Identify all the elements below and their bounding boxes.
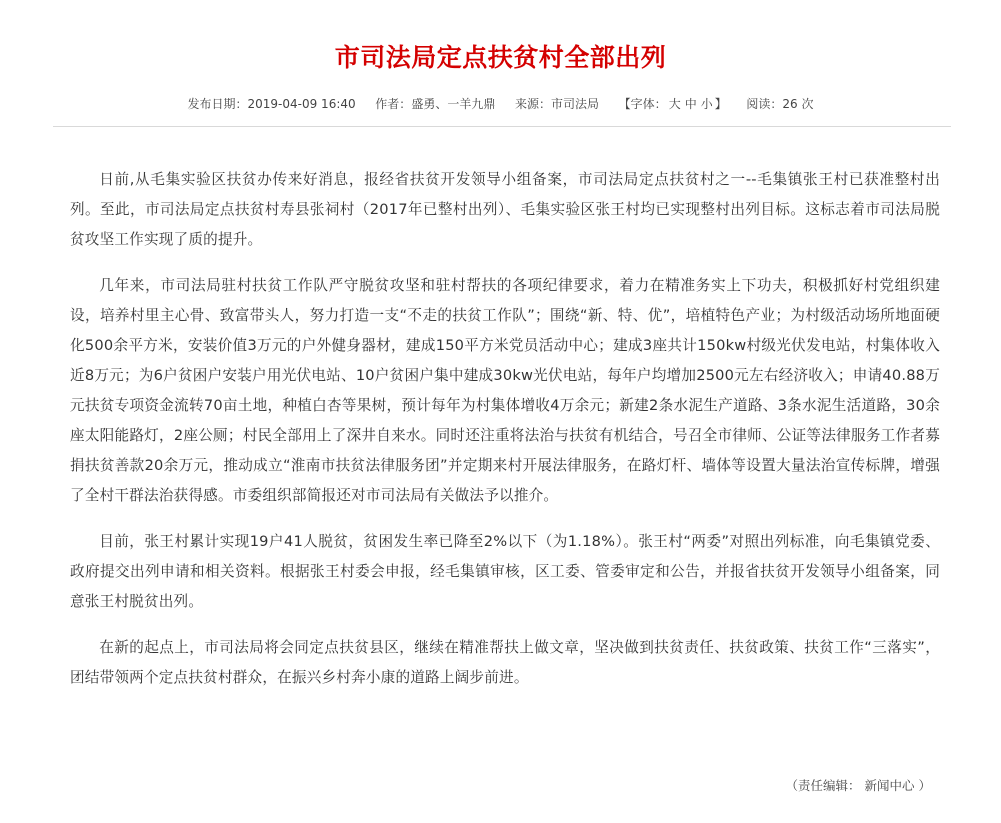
font-size-medium-link[interactable]: 中 <box>684 97 697 111</box>
author-label: 作者： <box>375 97 412 111</box>
article-paragraph: 几年来，市司法局驻村扶贫工作队严守脱贫攻坚和驻村帮扶的各项纪律要求，着力在精准务实上下功夫，积极抓好村党组织建设，培养村里主心骨、致富带头人，努力打造一支“不走的扶贫工作队”；围绕“新、特、优”，培植特色产业；为村级活动场所地面硬化500余平方米，安装价值3万元的户外健身器材，建成150平方米党员活动中心；建成3座共计150kw村级光伏发电站，村集体收入近8万元；为6户贫困户安装户用光伏电站、10户贫困户集中建成30kw光伏电站，每年户均增加2500元左右经济收入；申请40.88万元扶贫专项资金流转70亩土地，种植白杏等果树，预计每年为村集体增收4万余元；新建2条水泥生产道路、3条水泥生活道路，30余座太阳能路灯，2座公厕；村民全部用上了深井自来水。同时还注重将法治与扶贫有机结合，号召全市律师、公证等法律服务工作者募捐扶贫善款20余万元，推动成立“淮南市扶贫法律服务团”并定期来村开展法律服务，在路灯杆、墙体等设置大量法治宣传标牌，增强了全村干群法治获得感。市委组织部简报还对市司法局有关做法予以推介。 <box>70 277 940 504</box>
publish-date: 2019-04-09 16:40 <box>247 97 356 111</box>
source-label: 来源： <box>514 97 551 111</box>
article-paragraph: 目前，张王村累计实现19户41人脱贫，贫困发生率已降至2%以下（为1.18%）。张王村“两委”对照出列标准，向毛集镇党委、政府提交出列申请和相关资料。根据张王村委会申报，经毛集镇审核，区工委、管委审定和公告，并报省扶贫开发领导小组备案，同意张王村脱贫出列。 <box>70 533 940 610</box>
header-divider <box>53 126 951 127</box>
font-size-label: 【字体： <box>618 97 667 111</box>
responsible-editor: （责任编辑： 新闻中心 ） <box>785 778 931 793</box>
font-size-small-link[interactable]: 小 <box>700 97 713 111</box>
article-title: 市司法局定点扶贫村全部出列 <box>334 43 667 72</box>
author: 盛勇、一羊九鼎 <box>411 97 496 111</box>
article-meta <box>0 94 1001 114</box>
article-body <box>70 165 940 709</box>
views-count: 26 次 <box>782 97 814 111</box>
font-size-label-close: 】 <box>714 97 727 111</box>
publish-date-label: 发布日期： <box>187 97 248 111</box>
article-paragraph: 日前,从毛集实验区扶贫办传来好消息，报经省扶贫开发领导小组备案，市司法局定点扶贫村之一--毛集镇张王村已获准整村出列。至此，市司法局定点扶贫村寿县张祠村（2017年已整村出列）、毛集实验区张王村均已实现整村出列目标。这标志着市司法局脱贫攻坚工作实现了质的提升。 <box>70 171 940 248</box>
article-paragraph: 在新的起点上，市司法局将会同定点扶贫县区，继续在精准帮扶上做文章，坚决做到扶贫责任、扶贫政策、扶贫工作“三落实”，团结带领两个定点扶贫村群众，在振兴乡村奔小康的道路上阔步前进。 <box>70 639 940 686</box>
font-size-large-link[interactable]: 大 <box>668 97 681 111</box>
source: 市司法局 <box>551 97 600 111</box>
views-label: 阅读： <box>746 97 783 111</box>
